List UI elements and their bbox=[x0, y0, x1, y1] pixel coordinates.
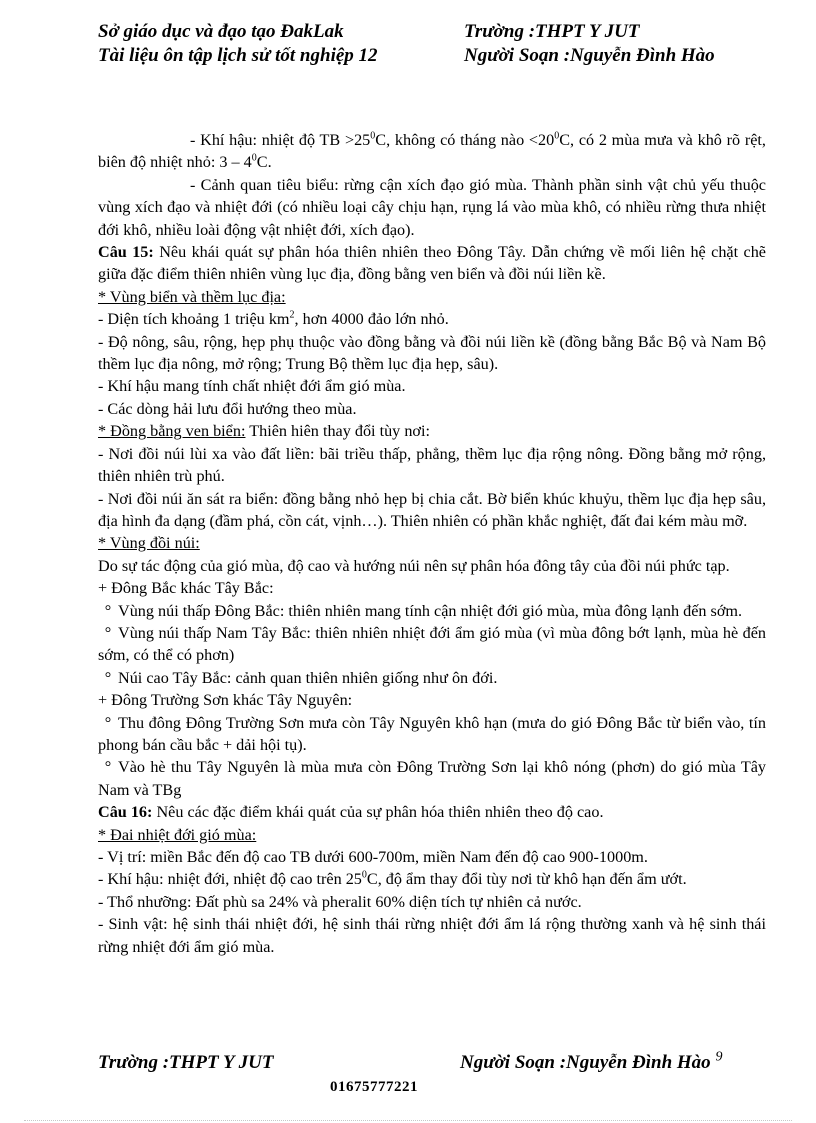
sea-item: - Diện tích khoảng 1 triệu $km^2$, hơn 4000 đảo lớn nhỏ. bbox=[98, 309, 449, 329]
document-body bbox=[98, 129, 766, 958]
belt-item: - Sinh vật: hệ sinh thái nhiệt đới, hệ sinh thái rừng nhiệt đới ẩm lá rộng thường xanh và hệ sinh thái rừng nhiệt đới ẩm gió mùa. bbox=[98, 915, 766, 956]
hill-item: ° Vào hè thu Tây Nguyên là mùa mưa còn Đông Trường Sơn lại khô nóng (phơn) do gió mùa Tây Nam và TBg bbox=[98, 758, 766, 799]
question-15-label: Câu 15: bbox=[98, 243, 154, 262]
sea-item: - Độ nông, sâu, rộng, hẹp phụ thuộc vào đồng bằng và đồi núi liền kề (đồng bằng Bắc Bộ và Nam Bộ thềm lục địa nông, mở rộng; Trung Bộ thềm lục địa hẹp, sâu). bbox=[98, 332, 766, 374]
plain-item: - Nơi đồi núi ăn sát ra biển: đồng bằng nhỏ hẹp bị chia cắt. Bờ biển khúc khuỷu, thềm lục địa hẹp sâu, địa hình đa dạng (đầm phá, cồn cát, vịnh…). Thiên nhiên có phần khắc nghiệt, đất đai kém màu mỡ. bbox=[98, 489, 766, 530]
plain-item: - Nơi đồi núi lùi xa vào đất liền: bãi triều thấp, phẳng, thềm lục địa rộng nông. Đồng bằng mở rộng, thiên nhiên trù phú. bbox=[98, 444, 766, 486]
belt-item: - Thổ nhưỡng: Đất phù sa 24% và pheralit 60% diện tích tự nhiên cả nước. bbox=[98, 892, 582, 911]
heading-plain: * Đồng bằng ven biển: Thiên hiên thay đổi tùy nơi: bbox=[98, 422, 430, 441]
header-department: Sở giáo dục và đạo tạo ĐakLak bbox=[98, 21, 344, 42]
hill-subheading: + Đông Trường Sơn khác Tây Nguyên: bbox=[98, 691, 353, 710]
paragraph-climate: - Khí hậu: nhiệt độ TB $>25^0C$, không có tháng nào $<20^0C$, có 2 mùa mưa và khô rõ rệt, biên độ nhiệt nhỏ: $3 - 4^0C$. bbox=[98, 130, 766, 172]
footer-school: Trường :THPT Y JUT bbox=[98, 1052, 274, 1073]
hill-item: ° Vùng núi thấp Nam Tây Bắc: thiên nhiên nhiệt đới ẩm gió mùa (vì mùa đông bớt lạnh, mùa hè đến sớm, có thể có phơn) bbox=[98, 623, 766, 665]
heading-hills: * Vùng đồi núi: bbox=[98, 534, 200, 553]
hill-intro: Do sự tác động của gió mùa, độ cao và hướng núi nên sự phân hóa đông tây của đồi núi phức tạp. bbox=[98, 556, 730, 575]
footer-phone: 01675777221 bbox=[330, 1079, 418, 1095]
header-author: Người Soạn :Nguyễn Đình Hào bbox=[464, 45, 715, 66]
sea-item: - Các dòng hải lưu đổi hướng theo mùa. bbox=[98, 399, 357, 418]
hill-subheading: + Đông Bắc khác Tây Bắc: bbox=[98, 579, 274, 598]
question-15: Câu 15: Nêu khái quát sự phân hóa thiên nhiên theo Đông Tây. Dẫn chứng về mối liên hệ chặt chẽ giữa đặc điểm thiên nhiên vùng lục địa, đồng bằng ven biển và đồi núi liền kề. bbox=[98, 243, 766, 284]
paragraph-landscape: - Cảnh quan tiêu biểu: rừng cận xích đạo gió mùa. Thành phần sinh vật chủ yếu thuộc vùng xích đạo và nhiệt đới (có nhiều loại cây chịu hạn, rụng lá vào mùa khô, có nhiều rừng thưa nhiệt đới khô, nhiều loài động vật nhiệt đới, xích đạo). bbox=[98, 175, 766, 239]
footer-author: Người Soạn :Nguyễn Đình Hào $^9$ bbox=[460, 1049, 723, 1073]
belt-item: - Khí hậu: nhiệt đới, nhiệt độ cao trên $25^0C$, độ ẩm thay đổi tùy nơi từ khô hạn đến ẩm ướt. bbox=[98, 870, 687, 889]
page-number: 9 bbox=[715, 1049, 723, 1065]
hill-item: ° Núi cao Tây Bắc: cảnh quan thiên nhiên giống như ôn đới. bbox=[104, 668, 498, 687]
hill-item: ° Vùng núi thấp Đông Bắc: thiên nhiên mang tính cận nhiệt đới gió mùa, mùa đông lạnh đến sớm. bbox=[104, 601, 743, 620]
page-border-dots bbox=[24, 1120, 792, 1121]
heading-tropical-belt: * Đai nhiệt đới gió mùa: bbox=[98, 825, 257, 844]
question-16: Câu 16: Nêu các đặc điểm khái quát của sự phân hóa thiên nhiên theo độ cao. bbox=[98, 803, 604, 822]
question-16-label: Câu 16: bbox=[98, 803, 153, 822]
belt-item: - Vị trí: miền Bắc đến độ cao TB dưới 600-700m, miền Nam đến độ cao 900-1000m. bbox=[98, 848, 648, 866]
page-header bbox=[98, 20, 778, 68]
sea-item: - Khí hậu mang tính chất nhiệt đới ẩm gió mùa. bbox=[98, 377, 406, 396]
header-doc-title: Tài liệu ôn tập lịch sử tốt nghiệp 12 bbox=[98, 45, 378, 66]
hill-item: ° Thu đông Đông Trường Sơn mưa còn Tây Nguyên khô hạn (mưa do gió Đông Bắc từ biển vào, tín phong bán cầu bắc + dải hội tụ). bbox=[98, 713, 766, 754]
heading-sea: * Vùng biển và thềm lục địa: bbox=[98, 287, 286, 306]
header-school: Trường :THPT Y JUT bbox=[464, 21, 640, 42]
